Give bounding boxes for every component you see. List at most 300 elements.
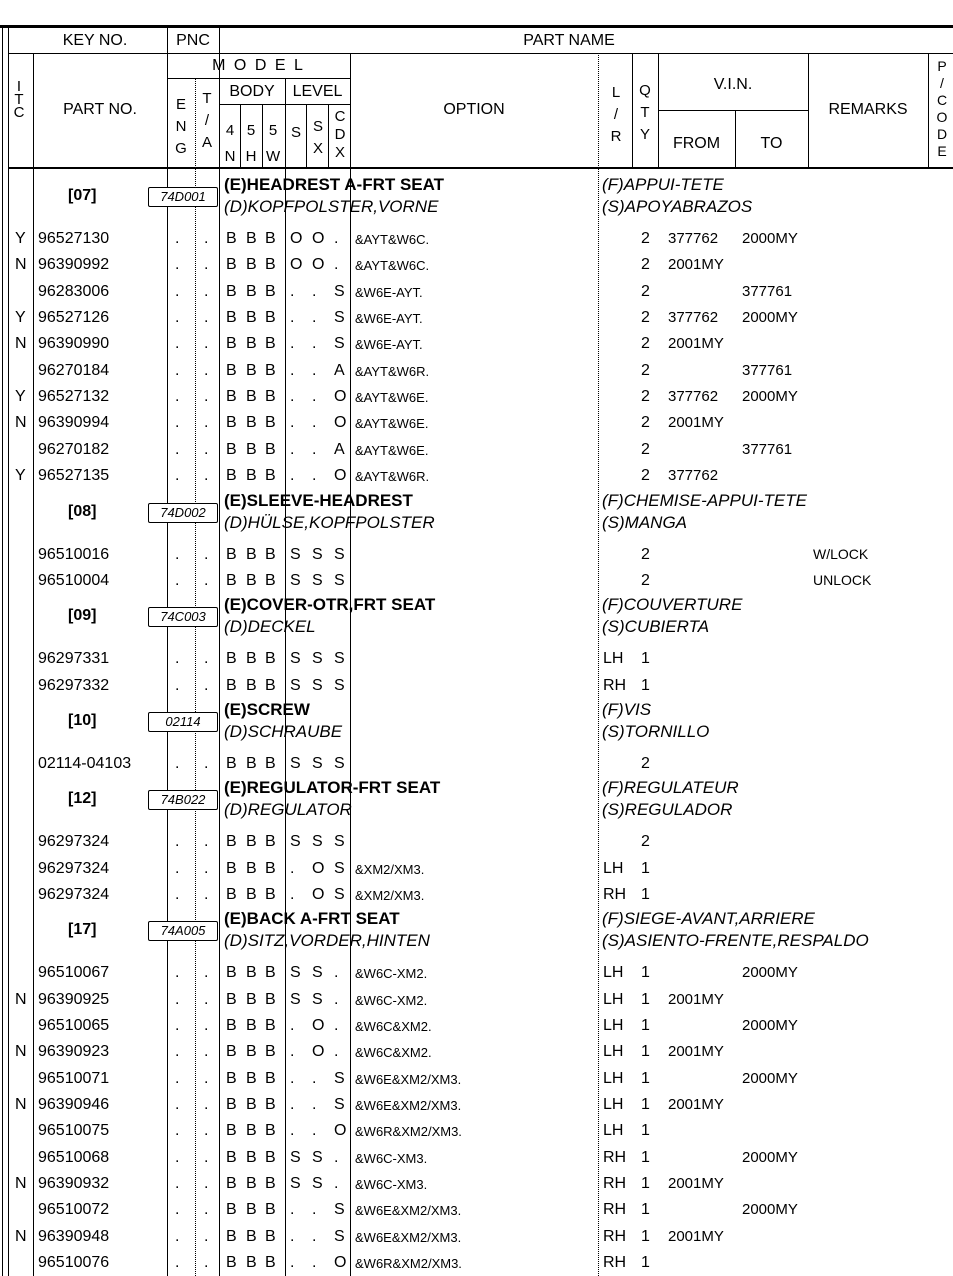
key-number: [10] [68, 711, 97, 729]
eng-mark: . [175, 309, 180, 327]
ta-mark: . [204, 1175, 209, 1193]
level-cdx-mark: S [334, 545, 345, 563]
body-4n-mark: B [226, 833, 237, 851]
table-row [0, 384, 953, 410]
part-number: 96527132 [38, 388, 110, 406]
pnc-code: 74B022 [148, 790, 218, 810]
vin-from: 377762 [668, 467, 719, 485]
part-name-french: (F)VIS [602, 699, 652, 719]
header-vin-to: TO [760, 135, 783, 152]
table-row [0, 987, 953, 1013]
key-number: [17] [68, 921, 97, 939]
level-sx-mark: . [312, 282, 317, 300]
level-cdx-mark: S [334, 1069, 345, 1087]
part-number: 96297331 [38, 650, 110, 668]
table-row [0, 751, 953, 777]
body-5w-mark: B [265, 833, 276, 851]
part-name-english: (E)SLEEVE-HEADREST [224, 490, 413, 510]
level-cdx-mark: . [334, 256, 339, 274]
level-cdx-mark: O [334, 1122, 347, 1140]
lr-side: LH [603, 1017, 624, 1034]
quantity: 1 [641, 885, 650, 903]
table-row [0, 1224, 953, 1250]
header-itc: I T C [13, 78, 25, 121]
eng-mark: . [175, 1122, 180, 1140]
level-sx-mark: . [312, 1122, 317, 1140]
col-sep-remarks [928, 53, 929, 167]
level-cdx-mark: . [334, 230, 339, 247]
body-4n-mark: B [226, 282, 237, 300]
option-code: &XM2/XM3. [355, 861, 425, 877]
part-number: 96390948 [38, 1227, 110, 1245]
part-number: 96510065 [38, 1017, 110, 1034]
body-5w-mark: B [265, 361, 276, 379]
level-sx-mark: O [312, 1043, 325, 1061]
body-4n-mark: B [226, 467, 237, 485]
key-number: [12] [68, 790, 97, 808]
col-sep-body4 [240, 104, 241, 167]
body-4n-mark: B [226, 885, 237, 903]
body-5w-mark: B [265, 414, 276, 432]
part-number: 96527130 [38, 230, 110, 247]
key-number: [09] [68, 607, 97, 625]
header-model: M O D E L [212, 57, 305, 74]
level-cdx-mark: O [334, 388, 347, 406]
level-sx-mark: . [312, 335, 317, 353]
itc: Y [15, 388, 26, 406]
part-number: 96510075 [38, 1122, 110, 1140]
option-code: &AYT&W6E. [355, 442, 429, 458]
ta-mark: . [204, 1201, 209, 1219]
body-5w-mark: B [265, 571, 276, 589]
body-5w-mark: B [265, 885, 276, 903]
quantity: 2 [641, 282, 650, 300]
level-s-mark: . [290, 1254, 295, 1272]
vin-from: 2001MY [668, 1043, 724, 1061]
pnc-code: 74D001 [148, 187, 218, 207]
eng-mark: . [175, 1017, 180, 1034]
part-name-english: (E)REGULATOR-FRT SEAT [224, 778, 441, 798]
itc: N [15, 1043, 27, 1061]
part-name-german: (D)REGULATOR [224, 800, 352, 820]
level-cdx-mark: S [334, 1227, 345, 1245]
body-5w-mark: B [265, 545, 276, 563]
body-5h-mark: B [246, 571, 257, 589]
level-s-mark: S [290, 571, 301, 589]
body-4n-mark: B [226, 335, 237, 353]
table-row [0, 252, 953, 278]
lr-side: RH [603, 1254, 627, 1272]
itc: N [15, 256, 27, 274]
body-5h-mark: B [246, 1254, 257, 1272]
level-s-mark: S [290, 990, 301, 1008]
level-sx-mark: S [312, 571, 323, 589]
vin-from: 2001MY [668, 990, 724, 1008]
header-level-cdx: C D X [334, 108, 346, 161]
table-row [0, 568, 953, 594]
level-cdx-mark: S [334, 859, 345, 877]
body-4n-mark: B [226, 440, 237, 458]
lr-side: RH [603, 1175, 627, 1193]
vin-from: 2001MY [668, 1175, 724, 1193]
level-sx-mark: S [312, 754, 323, 772]
option-code: &W6E-AYT. [355, 284, 423, 300]
part-name-french: (F)REGULATEUR [602, 778, 739, 798]
eng-mark: . [175, 859, 180, 877]
level-sx-mark: S [312, 990, 323, 1008]
quantity: 2 [641, 361, 650, 379]
body-5w-mark: B [265, 650, 276, 668]
ta-mark: . [204, 256, 209, 274]
itc: N [15, 1175, 27, 1193]
quantity: 2 [641, 571, 650, 589]
level-s-mark: S [290, 964, 301, 982]
part-number: 96510068 [38, 1148, 110, 1166]
option-code: &W6E&XM2/XM3. [355, 1098, 462, 1114]
quantity: 1 [641, 650, 650, 668]
level-s-mark: . [290, 388, 295, 406]
part-number: 96297324 [38, 859, 110, 877]
body-5w-mark: B [265, 309, 276, 327]
level-s-mark: O [290, 230, 303, 247]
body-5w-mark: B [265, 335, 276, 353]
quantity: 2 [641, 335, 650, 353]
table-row [0, 1145, 953, 1171]
body-5w-mark: B [265, 256, 276, 274]
body-5w-mark: B [265, 990, 276, 1008]
level-s-mark: S [290, 1175, 301, 1193]
table-row [0, 1013, 953, 1039]
level-cdx-mark: S [334, 309, 345, 327]
body-5w-mark: B [265, 1254, 276, 1272]
body-4n-mark: B [226, 256, 237, 274]
body-5w-mark: B [265, 230, 276, 247]
option-code: &W6C-XM2. [355, 966, 428, 982]
header-body: BODY [229, 83, 275, 100]
part-name-spanish: (S)MANGA [602, 512, 687, 532]
body-5h-mark: B [246, 676, 257, 694]
level-sx-mark: . [312, 388, 317, 406]
body-4n-mark: B [226, 230, 237, 247]
body-5w-mark: B [265, 1122, 276, 1140]
body-5h-mark: B [246, 256, 257, 274]
option-code: &W6R&XM2/XM3. [355, 1124, 462, 1140]
level-sx-mark: O [312, 256, 325, 274]
level-s-mark: . [290, 1069, 295, 1087]
lr-side: LH [603, 1043, 624, 1061]
level-s-mark: . [290, 361, 295, 379]
eng-mark: . [175, 990, 180, 1008]
quantity: 1 [641, 990, 650, 1008]
level-s-mark: S [290, 676, 301, 694]
part-name-german: (D)SITZ,VORDER,HINTEN [224, 931, 430, 951]
table-row [0, 1039, 953, 1065]
level-sx-mark: . [312, 309, 317, 327]
ta-mark: . [204, 1254, 209, 1272]
body-5h-mark: B [246, 282, 257, 300]
level-sx-mark: . [312, 1069, 317, 1087]
option-code: &W6R&XM2/XM3. [355, 1256, 462, 1272]
table-row [0, 646, 953, 672]
level-sx-mark: S [312, 545, 323, 563]
level-s-mark: O [290, 256, 303, 274]
itc: N [15, 990, 27, 1008]
ta-mark: . [204, 467, 209, 485]
level-sx-mark: S [312, 650, 323, 668]
level-cdx-mark: S [334, 676, 345, 694]
vin-from: 2001MY [668, 1096, 724, 1114]
ta-mark: . [204, 282, 209, 300]
level-s-mark: . [290, 1096, 295, 1114]
level-cdx-mark: O [334, 414, 347, 432]
table-row [0, 226, 953, 252]
header-eng: E N G [175, 96, 187, 157]
eng-mark: . [175, 256, 180, 274]
body-4n-mark: B [226, 1227, 237, 1245]
table-row [0, 1250, 953, 1276]
table-row [0, 437, 953, 463]
part-number: 96390932 [38, 1175, 110, 1193]
vin-to: 2000MY [742, 230, 798, 247]
body-5h-mark: B [246, 361, 257, 379]
ta-mark: . [204, 361, 209, 379]
part-number: 96283006 [38, 282, 110, 300]
table-row [0, 673, 953, 699]
level-cdx-mark: S [334, 282, 345, 300]
eng-mark: . [175, 571, 180, 589]
pnc-code: 74C003 [148, 607, 218, 627]
eng-mark: . [175, 1043, 180, 1061]
pnc-code: 02114 [148, 712, 218, 732]
top-border [0, 25, 953, 28]
vin-from: 377762 [668, 388, 719, 406]
option-code: &AYT&W6C. [355, 232, 430, 247]
part-group-header [0, 594, 953, 646]
level-s-mark: . [290, 335, 295, 353]
itc: N [15, 1227, 27, 1245]
col-sep-lvl-sx [328, 104, 329, 167]
table-row [0, 856, 953, 882]
table-row [0, 829, 953, 855]
part-number: 96510072 [38, 1201, 110, 1219]
table-row [0, 542, 953, 568]
part-number: 96510071 [38, 1069, 110, 1087]
level-sx-mark: . [312, 440, 317, 458]
level-cdx-mark: . [334, 1148, 339, 1166]
part-name-spanish: (S)REGULADOR [602, 800, 733, 820]
level-cdx-mark: . [334, 990, 339, 1008]
level-s-mark: . [290, 1043, 295, 1061]
body-5h-mark: B [246, 833, 257, 851]
eng-mark: . [175, 1201, 180, 1219]
itc: Y [15, 309, 26, 327]
level-s-mark: . [290, 282, 295, 300]
part-number: 96390990 [38, 335, 110, 353]
vin-to: 377761 [742, 440, 793, 458]
body-5h-mark: B [246, 964, 257, 982]
quantity: 1 [641, 1122, 650, 1140]
body-5h-mark: B [246, 1017, 257, 1034]
body-5w-mark: B [265, 467, 276, 485]
level-sx-mark: S [312, 676, 323, 694]
quantity: 1 [641, 1201, 650, 1219]
level-s-mark: . [290, 1201, 295, 1219]
level-s-mark: S [290, 1148, 301, 1166]
header-body-5h: 5 H [245, 122, 257, 165]
part-number: 96297324 [38, 833, 110, 851]
level-s-mark: S [290, 754, 301, 772]
option-code: &AYT&W6R. [355, 469, 430, 485]
itc: N [15, 1096, 27, 1114]
level-cdx-mark: . [334, 1043, 339, 1061]
header-level-sx: S X [312, 118, 323, 157]
header-lr: L / R [610, 84, 622, 145]
body-4n-mark: B [226, 1122, 237, 1140]
lr-side: LH [603, 650, 624, 668]
body-4n-mark: B [226, 545, 237, 563]
body-5h-mark: B [246, 414, 257, 432]
level-sx-mark: . [312, 1254, 317, 1272]
level-sx-mark: . [312, 1227, 317, 1245]
pnc-code: 74A005 [148, 921, 218, 941]
header-line-1 [8, 53, 953, 54]
header-option: OPTION [443, 101, 505, 118]
level-sx-mark: S [312, 964, 323, 982]
part-group-header [0, 490, 953, 542]
quantity: 2 [641, 230, 650, 247]
eng-mark: . [175, 545, 180, 563]
ta-mark: . [204, 545, 209, 563]
ta-mark: . [204, 1096, 209, 1114]
ta-mark: . [204, 230, 209, 247]
body-5w-mark: B [265, 440, 276, 458]
level-sx-mark: . [312, 361, 317, 379]
level-sx-mark: O [312, 230, 325, 247]
lr-side: LH [603, 1069, 624, 1087]
quantity: 1 [641, 964, 650, 982]
pnc-code: 74D002 [148, 503, 218, 523]
vin-to: 2000MY [742, 1148, 798, 1166]
remarks: UNLOCK [813, 571, 872, 588]
quantity: 1 [641, 1069, 650, 1087]
part-name-german: (D)DECKEL [224, 617, 316, 637]
level-sx-mark: O [312, 885, 325, 903]
body-4n-mark: B [226, 388, 237, 406]
part-number: 96510004 [38, 571, 110, 589]
level-s-mark: . [290, 1227, 295, 1245]
table-row [0, 463, 953, 489]
body-4n-mark: B [226, 1096, 237, 1114]
eng-mark: . [175, 676, 180, 694]
vin-to: 2000MY [742, 1069, 798, 1087]
level-sx-mark: . [312, 1201, 317, 1219]
body-4n-mark: B [226, 361, 237, 379]
table-row [0, 1171, 953, 1197]
header-line-vin [658, 110, 808, 111]
body-4n-mark: B [226, 1201, 237, 1219]
quantity: 2 [641, 833, 650, 851]
level-cdx-mark: S [334, 335, 345, 353]
option-code: &W6E-AYT. [355, 337, 423, 353]
ta-mark: . [204, 833, 209, 851]
vin-to: 2000MY [742, 309, 798, 327]
part-name-french: (F)SIEGE-AVANT,ARRIERE [602, 909, 815, 929]
body-4n-mark: B [226, 1148, 237, 1166]
header-body-5w: 5 W [266, 122, 281, 165]
col-sep-lr [632, 53, 633, 167]
ta-mark: . [204, 1122, 209, 1140]
table-row [0, 331, 953, 357]
eng-mark: . [175, 414, 180, 432]
part-number: 96510016 [38, 545, 110, 563]
body-5h-mark: B [246, 1148, 257, 1166]
part-name-french: (F)COUVERTURE [602, 595, 743, 615]
header-bottom [8, 167, 953, 169]
eng-mark: . [175, 754, 180, 772]
ta-mark: . [204, 335, 209, 353]
lr-side: RH [603, 1148, 627, 1166]
level-cdx-mark: . [334, 964, 339, 982]
table-row [0, 1066, 953, 1092]
level-cdx-mark: S [334, 571, 345, 589]
body-5w-mark: B [265, 1175, 276, 1193]
body-4n-mark: B [226, 1069, 237, 1087]
vin-to: 2000MY [742, 964, 798, 982]
eng-mark: . [175, 1096, 180, 1114]
level-cdx-mark: A [334, 361, 345, 379]
lr-side: RH [603, 676, 627, 694]
table-row [0, 305, 953, 331]
part-name-german: (D)KOPFPOLSTER,VORNE [224, 197, 439, 216]
eng-mark: . [175, 467, 180, 485]
body-5w-mark: B [265, 1096, 276, 1114]
quantity: 1 [641, 859, 650, 877]
header-key-no: KEY NO. [62, 32, 128, 49]
part-name-english: (E)HEADREST A-FRT SEAT [224, 175, 445, 194]
quantity: 2 [641, 388, 650, 406]
part-group-header [0, 699, 953, 751]
vin-from: 2001MY [668, 1227, 724, 1245]
body-4n-mark: B [226, 1017, 237, 1034]
eng-mark: . [175, 282, 180, 300]
body-5w-mark: B [265, 282, 276, 300]
body-5h-mark: B [246, 1201, 257, 1219]
level-cdx-mark: S [334, 1201, 345, 1219]
option-code: &W6E-AYT. [355, 311, 423, 327]
part-number: 96390992 [38, 256, 110, 274]
part-number: 96297324 [38, 885, 110, 903]
part-group-header [0, 174, 953, 226]
option-code: &XM2/XM3. [355, 887, 425, 903]
header-vin: V.I.N. [713, 76, 753, 93]
part-number: 02114-04103 [38, 754, 132, 772]
body-5w-mark: B [265, 676, 276, 694]
quantity: 1 [641, 1148, 650, 1166]
body-5w-mark: B [265, 1201, 276, 1219]
col-sep-lvl-s [306, 104, 307, 167]
body-5w-mark: B [265, 1227, 276, 1245]
ta-mark: . [204, 1069, 209, 1087]
level-s-mark: S [290, 833, 301, 851]
ta-mark: . [204, 414, 209, 432]
level-sx-mark: O [312, 859, 325, 877]
body-4n-mark: B [226, 309, 237, 327]
key-number: [07] [68, 187, 97, 204]
quantity: 2 [641, 545, 650, 563]
level-s-mark: . [290, 885, 295, 903]
quantity: 1 [641, 1227, 650, 1245]
option-code: &AYT&W6E. [355, 416, 429, 432]
